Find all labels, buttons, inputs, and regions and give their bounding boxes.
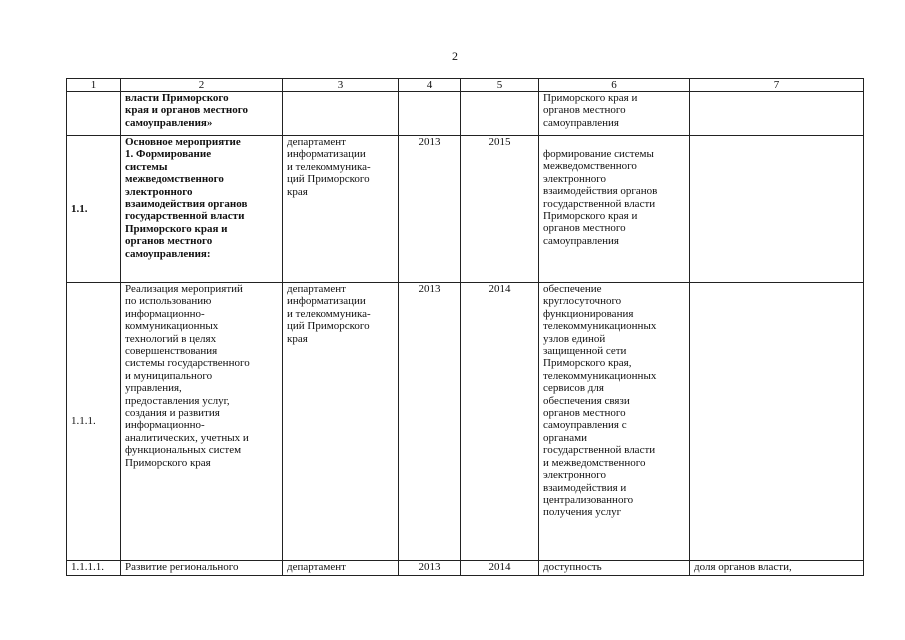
expected-result: доступность: [539, 561, 690, 576]
start-year: 2013: [399, 283, 461, 561]
row-number: 1.1.: [67, 136, 121, 283]
column-header: 3: [283, 79, 399, 92]
program-table: [66, 78, 864, 576]
column-header: 2: [121, 79, 283, 92]
start-year: 2013: [399, 136, 461, 283]
indicator: [690, 136, 864, 283]
page-number: 2: [452, 49, 458, 63]
column-header: 7: [690, 79, 864, 92]
end-year: 2015: [461, 136, 539, 283]
table-row: [67, 136, 864, 283]
end-year: [461, 92, 539, 136]
column-header: 4: [399, 79, 461, 92]
executor: [283, 92, 399, 136]
executor: департамент информатизации и телекоммуника- ций Приморского края: [283, 136, 399, 283]
measure-name: власти Приморского края и органов местного самоуправления»: [121, 92, 283, 136]
column-header: 6: [539, 79, 690, 92]
column-header: 1: [67, 79, 121, 92]
expected-result: обеспечение круглосуточного функционирования телекоммуникационных узлов единой защищенной сети Приморского края, телекоммуникационных сервисов для обеспечения связи органов местного самоуправления с органами государственной власти и межведомственного электронного взаимодействия и централизованного получения услуг: [539, 283, 690, 561]
measure-name: Реализация мероприятий по использованию информационно- коммуникационных технологий в целях совершенствования системы государственного и муниципального управления, предоставления услуг, создания и развития информационно- аналитических, учетных и функциональных систем Приморского края: [121, 283, 283, 561]
row-number: 1.1.1.1.: [67, 561, 121, 576]
table-row: [67, 561, 864, 576]
indicator: [690, 92, 864, 136]
expected-result-cell: [539, 136, 690, 283]
measure-name: Развитие регионального: [121, 561, 283, 576]
end-year: 2014: [461, 283, 539, 561]
start-year: 2013: [399, 561, 461, 576]
indicator: [690, 283, 864, 561]
table-row: [67, 92, 864, 136]
table-row: [67, 283, 864, 561]
table-header-row: [67, 79, 864, 92]
indicator: доля органов власти,: [690, 561, 864, 576]
executor: департамент: [283, 561, 399, 576]
expected-result: формирование системы межведомственного электронного взаимодействия органов государственной власти Приморского края и органов местного самоуправления: [543, 148, 658, 247]
row-number: 1.1.1.: [67, 283, 121, 561]
column-header: 5: [461, 79, 539, 92]
row-number: [67, 92, 121, 136]
measure-name: Основное мероприятие 1. Формирование системы межведомственного электронного взаимодействия органов государственной власти Приморского края и органов местного самоуправления:: [121, 136, 283, 283]
end-year: 2014: [461, 561, 539, 576]
expected-result: Приморского края и органов местного самоуправления: [539, 92, 690, 136]
executor: департамент информатизации и телекоммуника- ций Приморского края: [283, 283, 399, 561]
start-year: [399, 92, 461, 136]
